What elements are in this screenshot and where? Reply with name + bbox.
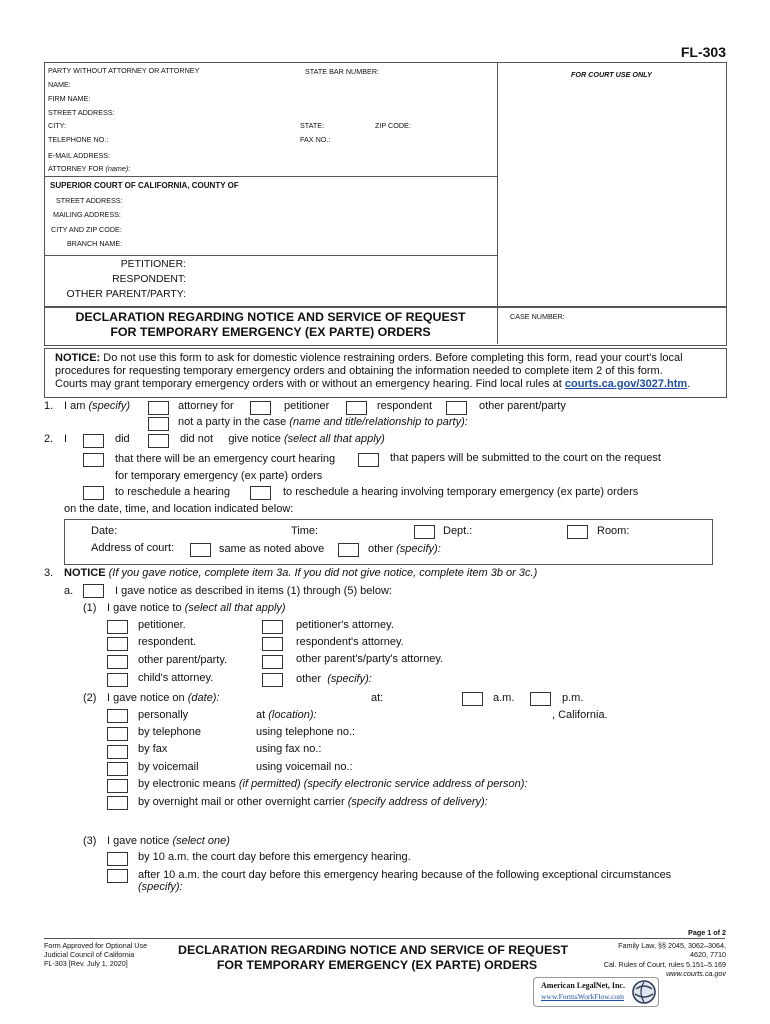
court-other-checkbox[interactable] [338, 543, 359, 557]
item3-lead: NOTICE (If you gave notice, complete item 3a. If you did not give notice, complete item 3b or 3c.) [64, 567, 538, 579]
notice-childs-attorney-option: child's attorney. [138, 672, 214, 684]
attorney-for-option: attorney for [178, 400, 234, 412]
notice-childs-attorney-checkbox[interactable] [107, 673, 128, 687]
notice-respondent-checkbox[interactable] [107, 637, 128, 651]
overnight-option: by overnight mail or other overnight carrier (specify address of delivery): [138, 796, 488, 808]
state-label: STATE: [300, 121, 325, 130]
dept-checkbox[interactable] [414, 525, 435, 539]
respondent-checkbox[interactable] [346, 401, 367, 415]
telephone-option: by telephone [138, 726, 201, 738]
sub3-text: I gave notice (select one) [107, 835, 230, 847]
court-other-option: other (specify): [368, 543, 441, 555]
after-10-checkbox[interactable] [107, 869, 128, 883]
telephone-number-label: using telephone no.: [256, 726, 356, 738]
notice-other-parents-attorney-option: other parent's/party's attorney. [296, 653, 444, 665]
personally-checkbox[interactable] [107, 709, 128, 723]
notice-line-1: NOTICE: Do not use this form to ask for domestic violence restraining orders. Before completing this form, read your court's local [55, 352, 683, 364]
page-subtitle: FOR TEMPORARY EMERGENCY (EX PARTE) ORDERS [110, 325, 431, 339]
footer-title-line-2: FOR TEMPORARY EMERGENCY (EX PARTE) ORDERS [216, 958, 538, 972]
electronic-option: by electronic means (if permitted) (specify electronic service address of person): [138, 778, 528, 790]
not-party-checkbox[interactable] [148, 417, 169, 431]
other-parent-option: other parent/party [479, 400, 566, 412]
approved-line-2: Judicial Council of California [44, 950, 135, 959]
street-label: STREET ADDRESS: [48, 108, 115, 117]
papers-submitted-checkbox[interactable] [358, 453, 379, 467]
court-branch-label: BRANCH NAME: [67, 239, 123, 248]
not-party-option: not a party in the case (name and title/relationship to party): [178, 416, 468, 428]
law-line-2: 4620, 7710 [690, 950, 726, 959]
legalnet-globe-icon [631, 979, 657, 1005]
time-label: Time: [291, 525, 319, 537]
notice-petitioners-attorney-checkbox[interactable] [262, 620, 283, 634]
approved-line-3: FL-303 [Rev. July 1, 2020] [44, 959, 128, 968]
form-id: FL-303 [680, 44, 726, 60]
location-label: at (location): [256, 709, 317, 721]
fax-label: FAX NO.: [300, 135, 331, 144]
dept-label: Dept.: [443, 525, 473, 537]
notice-other-parents-attorney-checkbox[interactable] [262, 655, 283, 669]
gave-notice-text: I gave notice as described in items (1) through (5) below: [115, 585, 392, 597]
court-address-label: Address of court: [91, 542, 175, 554]
emergency-hearing-option: that there will be an emergency court hearing [115, 453, 336, 465]
sub3-label: (3) [83, 835, 97, 847]
voicemail-option: by voicemail [138, 761, 199, 773]
item1-number: 1. [44, 400, 54, 412]
legalnet-name: American LegalNet, Inc. [541, 981, 625, 990]
item3a-label: a. [64, 585, 74, 597]
other-party-label: OTHER PARENT/PARTY: [66, 289, 186, 300]
overnight-checkbox[interactable] [107, 796, 128, 810]
petitioner-option: petitioner [284, 400, 330, 412]
law-line-1: Family Law, §§ 2045, 3062–3064, [618, 941, 726, 950]
same-as-noted-option: same as noted above [219, 543, 325, 555]
item3-number: 3. [44, 567, 54, 579]
footer-title-line-1: DECLARATION REGARDING NOTICE AND SERVICE OF REQUEST [178, 943, 569, 957]
attorney-for-label: ATTORNEY FOR (name): [48, 164, 131, 173]
reschedule-checkbox[interactable] [83, 486, 104, 500]
court-use-label: FOR COURT USE ONLY [571, 70, 652, 79]
city-label: CITY: [48, 121, 66, 130]
petitioner-label: PETITIONER: [120, 259, 186, 270]
notice-petitioners-attorney-option: petitioner's attorney. [296, 619, 394, 631]
zip-label: ZIP CODE: [375, 121, 411, 130]
phone-label: TELEPHONE NO.: [48, 135, 109, 144]
reschedule-option: to reschedule a hearing [115, 486, 230, 498]
voicemail-checkbox[interactable] [107, 762, 128, 776]
item2-number: 2. [44, 433, 54, 445]
voicemail-number-label: using voicemail no.: [256, 761, 353, 773]
at-label: at: [371, 692, 384, 704]
approved-line-1: Form Approved for Optional Use [44, 941, 148, 950]
by-10-checkbox[interactable] [107, 852, 128, 866]
attorney-for-checkbox[interactable] [148, 401, 169, 415]
other-parent-checkbox[interactable] [446, 401, 467, 415]
notice-other-option: other (specify): [296, 673, 372, 685]
notice-petitioner-checkbox[interactable] [107, 620, 128, 634]
reschedule-involving-option: to reschedule a hearing involving temporary emergency (ex parte) orders [283, 486, 639, 498]
papers-submitted-option: that papers will be submitted to the court on the request [390, 452, 661, 464]
personally-option: personally [138, 709, 189, 721]
sub2-text: I gave notice on (date): [107, 692, 220, 704]
did-not-option: did not give notice (select all that apply) [180, 433, 385, 445]
respondent-option: respondent [377, 400, 433, 412]
after-10-option: after 10 a.m. the court day before this emergency hearing because of the following exceptional circumstances [138, 869, 672, 881]
pm-label: p.m. [562, 692, 584, 704]
court-street-label: STREET ADDRESS: [56, 196, 123, 205]
courts-website: www.courts.ca.gov [666, 969, 726, 978]
court-city-zip-label: CITY AND ZIP CODE: [51, 225, 122, 234]
notice-line-2: procedures for requesting temporary emergency orders and obtaining the information needed to complete item 2 of this form. [55, 365, 663, 377]
did-checkbox[interactable] [83, 434, 104, 448]
party-label: PARTY WITHOUT ATTORNEY OR ATTORNEY [48, 66, 200, 75]
fax-option: by fax [138, 743, 168, 755]
item2-lead: I [64, 433, 68, 445]
sub1-label: (1) [83, 602, 97, 614]
page-number: Page 1 of 2 [688, 928, 726, 937]
legalnet-url[interactable]: www.FormsWorkFlow.com [541, 992, 625, 1001]
petitioner-checkbox[interactable] [250, 401, 271, 415]
emergency-hearing-checkbox[interactable] [83, 453, 104, 467]
by-10-option: by 10 a.m. the court day before this emergency hearing. [138, 851, 411, 863]
did-not-checkbox[interactable] [148, 434, 169, 448]
court-title: SUPERIOR COURT OF CALIFORNIA, COUNTY OF [50, 181, 239, 190]
notice-petitioner-option: petitioner. [138, 619, 186, 631]
pm-checkbox[interactable] [530, 692, 551, 706]
notice-respondent-option: respondent. [138, 636, 197, 648]
notice-other-parent-checkbox[interactable] [107, 655, 128, 669]
sub1-text: I gave notice to (select all that apply) [107, 602, 286, 614]
legalnet-badge [533, 977, 659, 1007]
on-date-text: on the date, time, and location indicated below: [64, 503, 294, 515]
notice-other-parent-option: other parent/party. [138, 654, 228, 666]
case-number-label: CASE NUMBER: [510, 312, 565, 321]
fax-number-label: using fax no.: [256, 743, 322, 755]
room-label: Room: [597, 525, 630, 537]
notice-respondents-attorney-option: respondent's attorney. [296, 636, 404, 648]
california-label: , California. [552, 709, 608, 721]
fax-checkbox[interactable] [107, 745, 128, 759]
gave-notice-checkbox[interactable] [83, 584, 104, 598]
firm-label: FIRM NAME: [48, 94, 91, 103]
notice-line-3: Courts may grant temporary emergency orders with or without an emergency hearing. Find local rules at courts.ca.gov/3027.htm. [55, 378, 691, 390]
room-checkbox[interactable] [567, 525, 588, 539]
law-line-3: Cal. Rules of Court, rules 5.151–5.169 [603, 960, 726, 969]
telephone-checkbox[interactable] [107, 727, 128, 741]
am-checkbox[interactable] [462, 692, 483, 706]
local-rules-link[interactable]: courts.ca.gov/3027.htm [564, 378, 688, 390]
am-label: a.m. [493, 692, 515, 704]
electronic-checkbox[interactable] [107, 779, 128, 793]
did-option: did [115, 433, 130, 445]
name-label: NAME: [48, 80, 71, 89]
state-bar-label: STATE BAR NUMBER: [305, 67, 380, 76]
papers-submitted-option-line2: for temporary emergency (ex parte) orders [115, 470, 323, 482]
court-mailing-label: MAILING ADDRESS: [53, 210, 121, 219]
reschedule-involving-checkbox[interactable] [250, 486, 271, 500]
same-as-noted-checkbox[interactable] [190, 543, 211, 557]
after-10-specify: (specify): [138, 881, 183, 893]
sub2-label: (2) [83, 692, 97, 704]
email-label: E-MAIL ADDRESS: [48, 151, 111, 160]
date-label: Date: [91, 525, 118, 537]
item1-lead: I am (specify) [64, 400, 131, 412]
notice-other-checkbox[interactable] [262, 673, 283, 687]
respondent-label: RESPONDENT: [112, 274, 186, 285]
page-title: DECLARATION REGARDING NOTICE AND SERVICE OF REQUEST [75, 310, 466, 324]
notice-respondents-attorney-checkbox[interactable] [262, 637, 283, 651]
